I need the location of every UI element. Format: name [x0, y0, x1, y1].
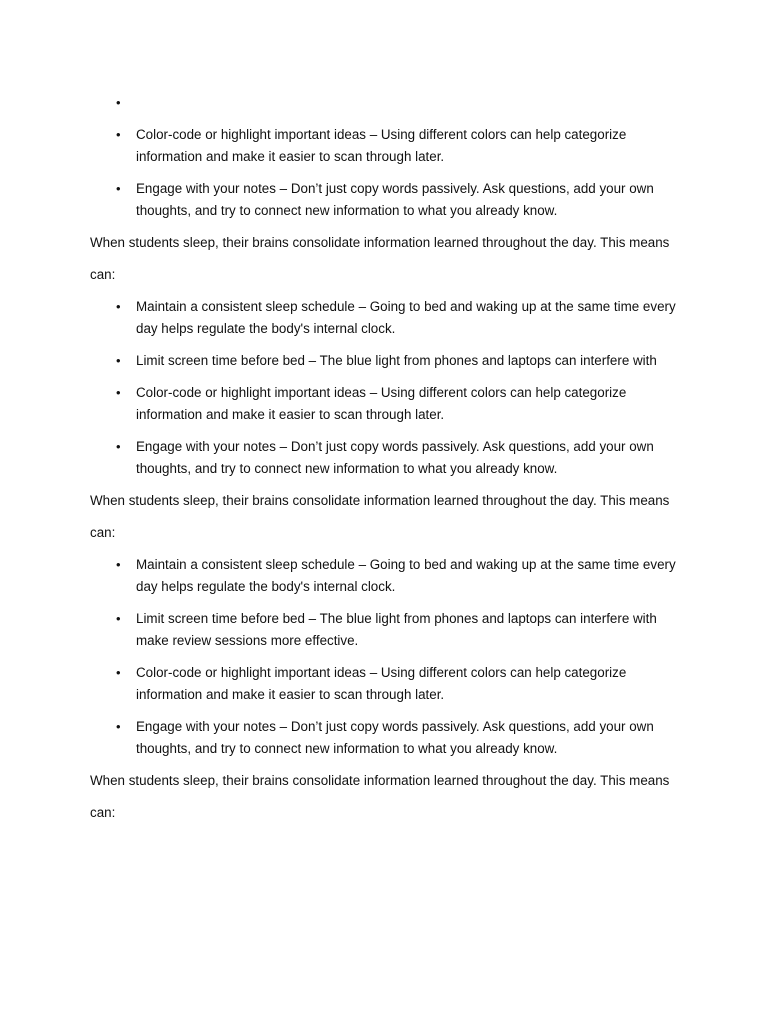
- list-item-text: Maintain a consistent sleep schedule – Going to bed and waking up at the same time every day helps regulate the body's internal clock.: [136, 299, 676, 336]
- body-paragraph: When students sleep, their brains consolidate information learned throughout the day. This means: [90, 235, 670, 250]
- list-item: [90, 350, 680, 372]
- list-item-text: Engage with your notes – Don’t just copy words passively. Ask questions, add your own thoughts, and try to connect new information to what you already know.: [136, 181, 654, 218]
- list-item: [90, 436, 680, 480]
- list-item: [90, 554, 680, 598]
- list-item-text: Engage with your notes – Don’t just copy words passively. Ask questions, add your own thoughts, and try to connect new information to what you already know.: [136, 439, 654, 476]
- bullet-icon: •: [116, 557, 121, 572]
- list-item: [90, 296, 680, 340]
- bullet-icon: •: [116, 353, 121, 368]
- list-item: [90, 662, 680, 706]
- bullet-icon: •: [116, 299, 121, 314]
- body-paragraph-lead-in: can:: [90, 525, 116, 540]
- list-item: [90, 608, 680, 652]
- body-paragraph-lead-in: can:: [90, 267, 116, 282]
- list-item: [90, 716, 680, 760]
- body-paragraph: When students sleep, their brains consolidate information learned throughout the day. This means: [90, 493, 670, 508]
- bullet-icon: •: [116, 95, 121, 110]
- bullet-icon: •: [116, 385, 121, 400]
- bullet-icon: •: [116, 439, 121, 454]
- list-item: [90, 178, 680, 222]
- list-item-text: Color-code or highlight important ideas – Using different colors can help categorize information and make it easier to scan through later.: [136, 665, 627, 702]
- bullet-icon: •: [116, 127, 121, 142]
- list-item: [90, 92, 680, 114]
- list-item: [90, 124, 680, 168]
- body-paragraph-lead-in: can:: [90, 805, 116, 820]
- bullet-icon: •: [116, 665, 121, 680]
- bullet-list: [90, 296, 680, 480]
- list-item-text: Limit screen time before bed – The blue light from phones and laptops can interfere with: [136, 353, 657, 368]
- list-item-text: Color-code or highlight important ideas – Using different colors can help categorize information and make it easier to scan through later.: [136, 127, 627, 164]
- bullet-list: [90, 554, 680, 760]
- document-page: [90, 92, 680, 834]
- list-item: [90, 382, 680, 426]
- list-item-text: Engage with your notes – Don’t just copy words passively. Ask questions, add your own thoughts, and try to connect new information to what you already know.: [136, 719, 654, 756]
- bullet-list: [90, 92, 680, 222]
- bullet-icon: •: [116, 611, 121, 626]
- list-item-text: Maintain a consistent sleep schedule – Going to bed and waking up at the same time every day helps regulate the body's internal clock.: [136, 557, 676, 594]
- list-item-text: Limit screen time before bed – The blue light from phones and laptops can interfere with make review sessions more effective.: [136, 611, 657, 648]
- bullet-icon: •: [116, 719, 121, 734]
- body-paragraph: When students sleep, their brains consolidate information learned throughout the day. This means: [90, 773, 670, 788]
- bullet-icon: •: [116, 181, 121, 196]
- list-item-text: Color-code or highlight important ideas – Using different colors can help categorize information and make it easier to scan through later.: [136, 385, 627, 422]
